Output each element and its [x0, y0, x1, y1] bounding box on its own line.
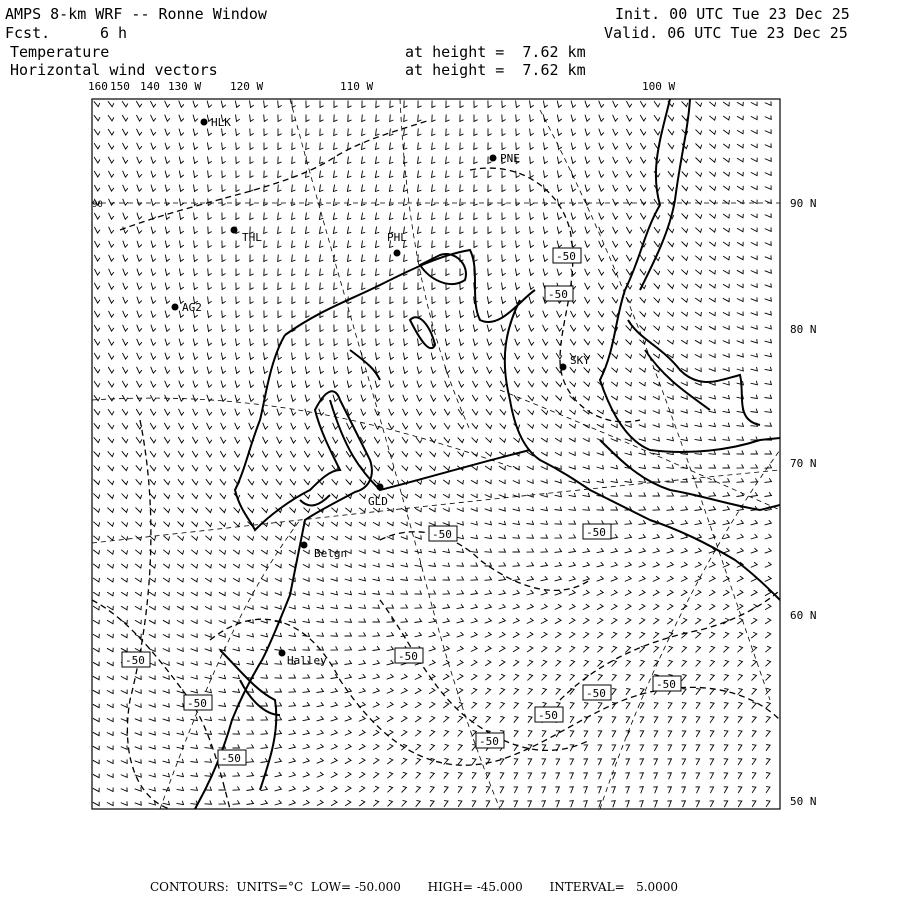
- forecast-label: Fcst.: [5, 24, 51, 42]
- station-pne: [490, 152, 520, 165]
- svg-text:-50: -50: [548, 288, 568, 301]
- lat-label: 80 N: [790, 323, 817, 336]
- svg-text:AG2: AG2: [182, 301, 202, 314]
- contour-label: [122, 652, 150, 667]
- valid-time: Valid. 06 UTC Tue 23 Dec 25: [604, 24, 848, 42]
- svg-text:-50: -50: [556, 250, 576, 263]
- contour-label: [545, 286, 573, 301]
- station-ag2: [172, 301, 202, 314]
- lon-label: 110 W: [340, 80, 374, 93]
- field-wind-vectors: Horizontal wind vectors: [10, 61, 218, 79]
- init-time: Init. 00 UTC Tue 23 Dec 25: [615, 5, 850, 23]
- lat-label: 50 N: [790, 795, 817, 808]
- contour-labels: [122, 248, 681, 765]
- lon-label: 100 W: [642, 80, 676, 93]
- lon-label: 160: [88, 80, 108, 93]
- svg-text:THL: THL: [242, 231, 262, 244]
- contour-label: [218, 750, 246, 765]
- svg-text:-50: -50: [221, 752, 241, 765]
- svg-text:-50: -50: [538, 709, 558, 722]
- lon-label: 140: [140, 80, 160, 93]
- contour-label: [653, 676, 681, 691]
- contour-label: [535, 707, 563, 722]
- svg-text:PHL: PHL: [387, 231, 407, 244]
- lon-label-90: 90: [92, 200, 103, 210]
- svg-text:-50: -50: [656, 678, 676, 691]
- svg-text:SKY: SKY: [570, 354, 590, 367]
- svg-text:-50: -50: [432, 528, 452, 541]
- station-thl: [231, 227, 263, 245]
- svg-text:-50: -50: [586, 687, 606, 700]
- field-temperature: Temperature: [10, 43, 110, 61]
- svg-text:-50: -50: [187, 697, 207, 710]
- station-hlk: [201, 116, 232, 129]
- svg-text:GLD: GLD: [368, 495, 388, 508]
- lat-label: 60 N: [790, 609, 817, 622]
- svg-text:PNE: PNE: [500, 152, 520, 165]
- lon-label: 120 W: [230, 80, 264, 93]
- svg-text:-50: -50: [398, 650, 418, 663]
- contour-label: [583, 524, 611, 539]
- svg-text:Halley: Halley: [287, 654, 327, 667]
- lat-label: 90 N: [790, 197, 817, 210]
- svg-text:-50: -50: [586, 526, 606, 539]
- station-phl: [387, 231, 407, 257]
- lon-label: 150: [110, 80, 130, 93]
- contour-label: [184, 695, 212, 710]
- station-gld: [368, 484, 388, 509]
- svg-text:HLK: HLK: [211, 116, 231, 129]
- svg-text:-50: -50: [479, 735, 499, 748]
- svg-text:-50: -50: [125, 654, 145, 667]
- latitude-labels: [790, 197, 817, 808]
- map-title: AMPS 8-km WRF -- Ronne Window: [5, 5, 267, 23]
- forecast-value: 6 h: [100, 24, 128, 42]
- stations: [172, 116, 591, 667]
- height-label-2: at height = 7.62 km: [405, 61, 586, 79]
- contour-label: [553, 248, 581, 263]
- contour-label: [395, 648, 423, 663]
- contour-label: [476, 733, 504, 748]
- height-label-1: at height = 7.62 km: [405, 43, 586, 61]
- contour-label: [583, 685, 611, 700]
- contour-label: [429, 526, 457, 541]
- station-halley: [279, 650, 328, 668]
- svg-text:Belgn: Belgn: [314, 547, 348, 560]
- contour-legend: CONTOURS: UNITS=°C LOW= -50.000 HIGH= -45.000 INTERVAL= 5.0000: [150, 880, 679, 894]
- lon-label: 130 W: [168, 80, 202, 93]
- station-belgrano: [301, 542, 348, 561]
- station-sky: [560, 354, 591, 371]
- lat-label: 70 N: [790, 457, 817, 470]
